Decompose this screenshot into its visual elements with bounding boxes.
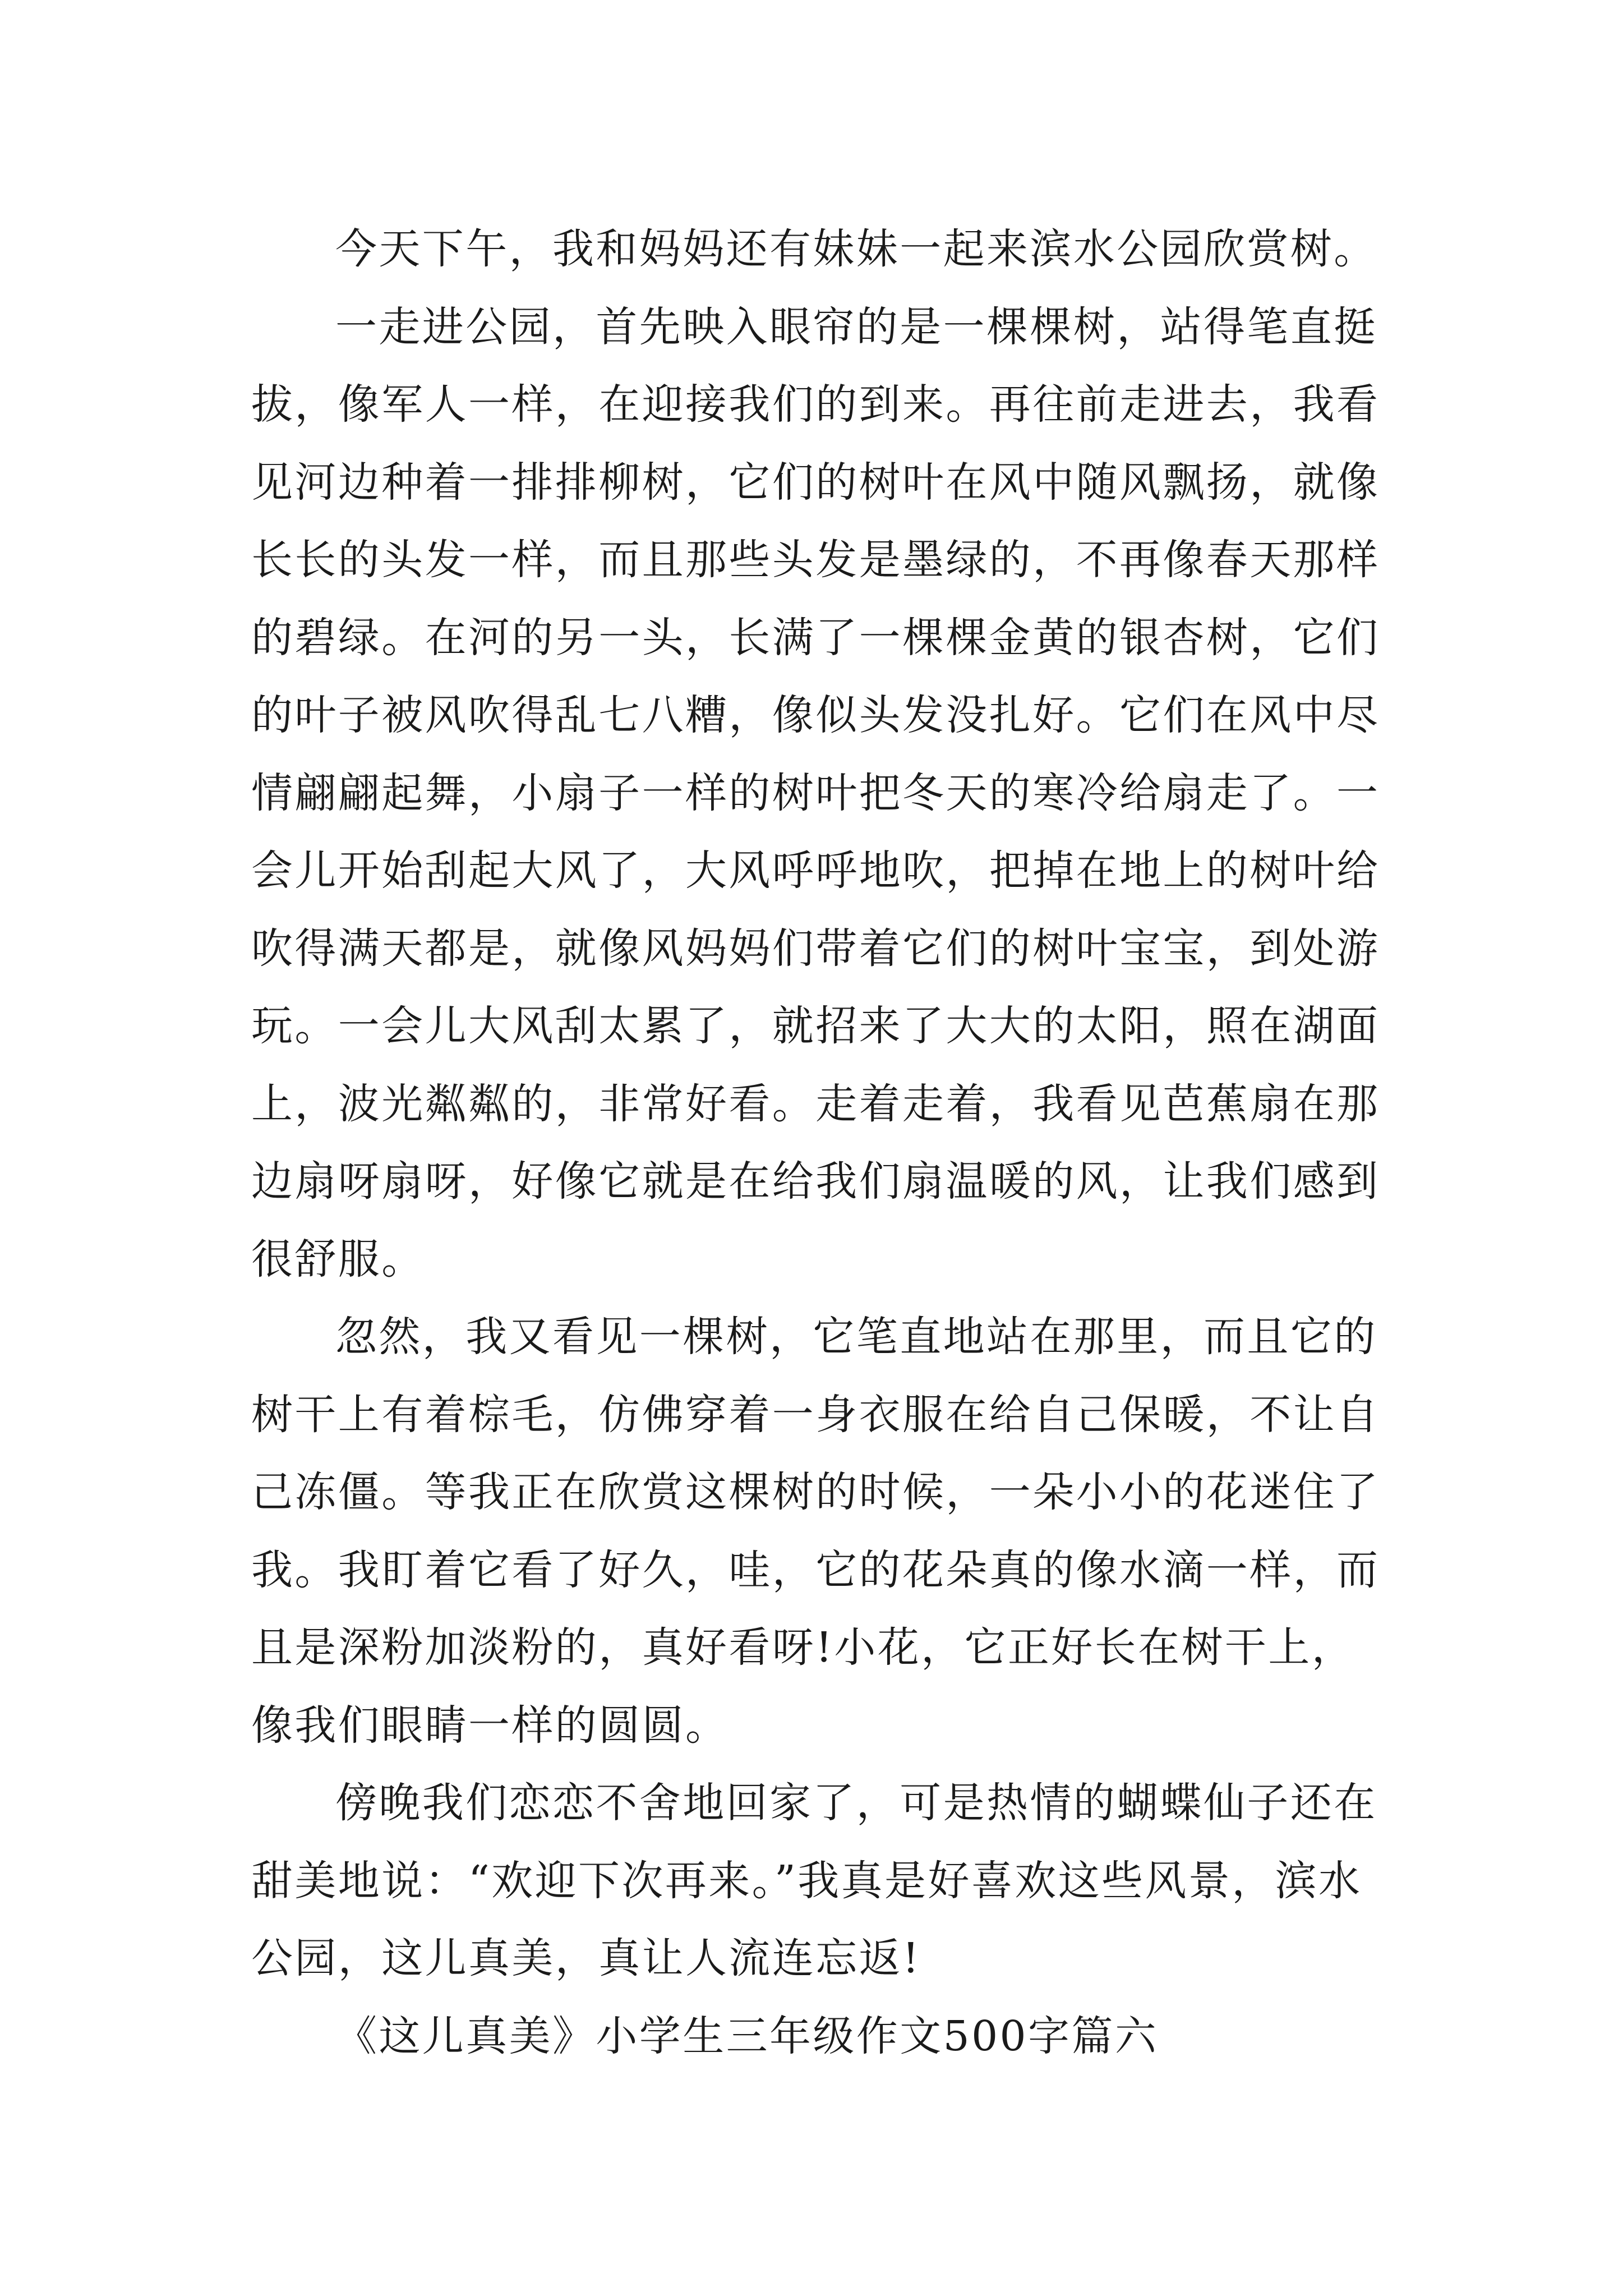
paragraph-park-trees: 一走进公园，首先映入眼帘的是一棵棵树，站得笔直挺拔，像军人一样，在迎接我们的到来。再往前走进去，我看见河边种着一排排柳树，它们的树叶在风中随风飘扬，就像长长的头发一样，而且那些头发是墨绿的，不再像春天那样的碧绿。在河的另一头，长满了一棵棵金黄的银杏树，它们的叶子被风吹得乱七八糟，像似头发没扎好。它们在风中尽情翩翩起舞，小扇子一样的树叶把冬天的寒冷给扇走了。一会儿开始刮起大风了，大风呼呼地吹，把掉在地上的树叶给吹得满天都是，就像风妈妈们带着它们的树叶宝宝，到处游玩。一会儿大风刮太累了，就招来了大大的太阳，照在湖面上，波光粼粼的，非常好看。走着走着，我看见芭蕉扇在那边扇呀扇呀，好像它就是在给我们扇温暖的风，让我们感到很舒服。 xyxy=(251,302,1380,1283)
paragraph-palm-tree: 忽然，我又看见一棵树，它笔直地站在那里，而且它的树干上有着棕毛，仿佛穿着一身衣服在给自己保暖，不让自己冻僵。等我正在欣赏这棵树的时候，一朵小小的花迷住了我。我盯着它看了好久，哇，它的花朵真的像水滴一样，而且是深粉加淡粉的，真好看呀!小花，它正好长在树干上，像我们眼睛一样的圆圆。 xyxy=(251,1313,1380,1750)
paragraph-intro: 今天下午，我和妈妈还有妹妹一起来滨水公园欣赏树。 xyxy=(335,225,1377,273)
next-essay-title: 《这儿真美》小学生三年级作文500字篇六 xyxy=(335,2012,1159,2060)
paragraph-evening: 傍晚我们恋恋不舍地回家了，可是热情的蝴蝶仙子还在甜美地说：“欢迎下次再来。”我真是好喜欢这些风景，滨水公园，这儿真美，真让人流连忘返! xyxy=(251,1779,1377,1982)
essay-body xyxy=(251,210,1390,2075)
